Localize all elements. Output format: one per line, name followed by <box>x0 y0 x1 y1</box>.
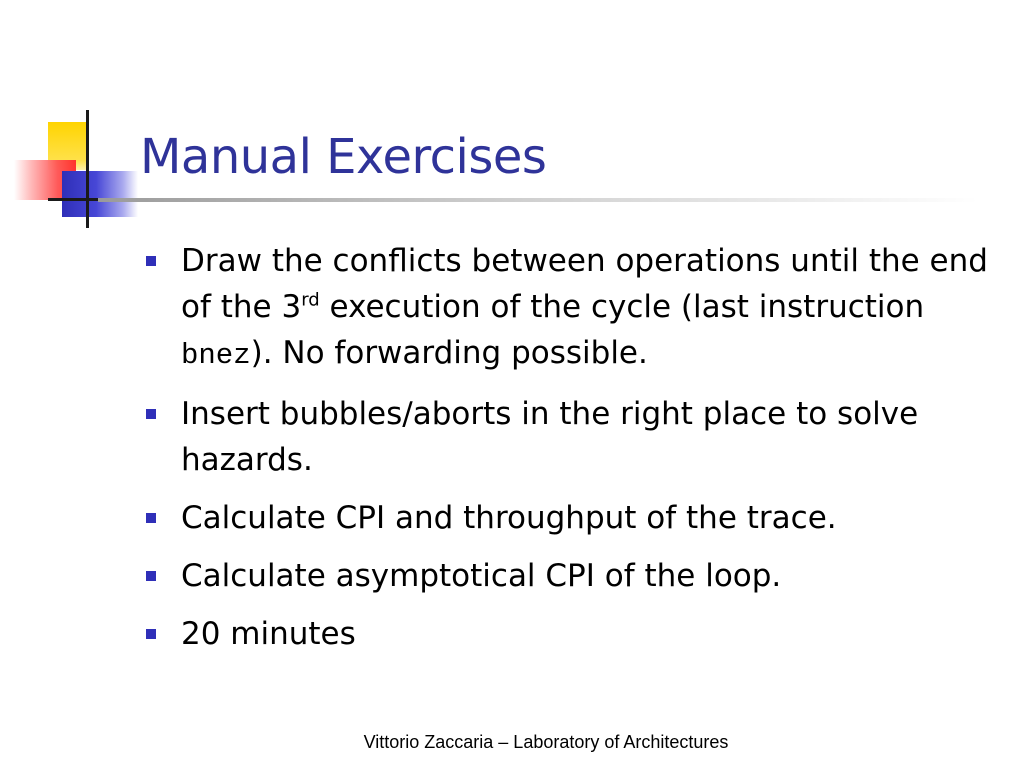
bullet-text: Calculate asymptotical CPI of the loop. <box>181 558 782 594</box>
bullet-square-icon <box>146 571 156 581</box>
bullet-text: 20 minutes <box>181 616 356 652</box>
ordinal-superscript: rd <box>301 289 320 311</box>
bullet-square-icon <box>146 513 156 523</box>
logo-blue-square <box>62 171 138 217</box>
slide-footer: Vittorio Zaccaria – Laboratory of Architectures <box>363 732 729 752</box>
bullet-square-icon <box>146 256 156 266</box>
bullet-text: Insert bubbles/aborts in the right place to solve hazards. <box>181 396 919 478</box>
bullet-square-icon <box>146 409 156 419</box>
bullet-text: Calculate CPI and throughput of the trace. <box>181 500 837 536</box>
bullet-item <box>146 495 996 541</box>
bullet-square-icon <box>146 629 156 639</box>
bullet-item <box>146 553 996 599</box>
bullet-text-part: Draw the conflicts between operations until the end of the 3 <box>181 243 988 325</box>
slide-title: Manual Exercises <box>140 129 547 185</box>
bullet-list <box>146 238 996 669</box>
code-instruction: bnez <box>181 339 251 372</box>
bullet-text <box>181 243 988 371</box>
bullet-item <box>146 391 996 483</box>
bullet-text-part: ). No forwarding possible. <box>250 335 648 371</box>
bullet-item <box>146 611 996 657</box>
title-divider <box>98 198 978 202</box>
logo-horizontal-line <box>48 198 98 201</box>
bullet-text-part: execution of the cycle (last instruction <box>319 289 925 325</box>
logo-vertical-line <box>86 110 89 228</box>
bullet-item <box>146 238 996 379</box>
slide-logo-decoration <box>0 0 160 240</box>
